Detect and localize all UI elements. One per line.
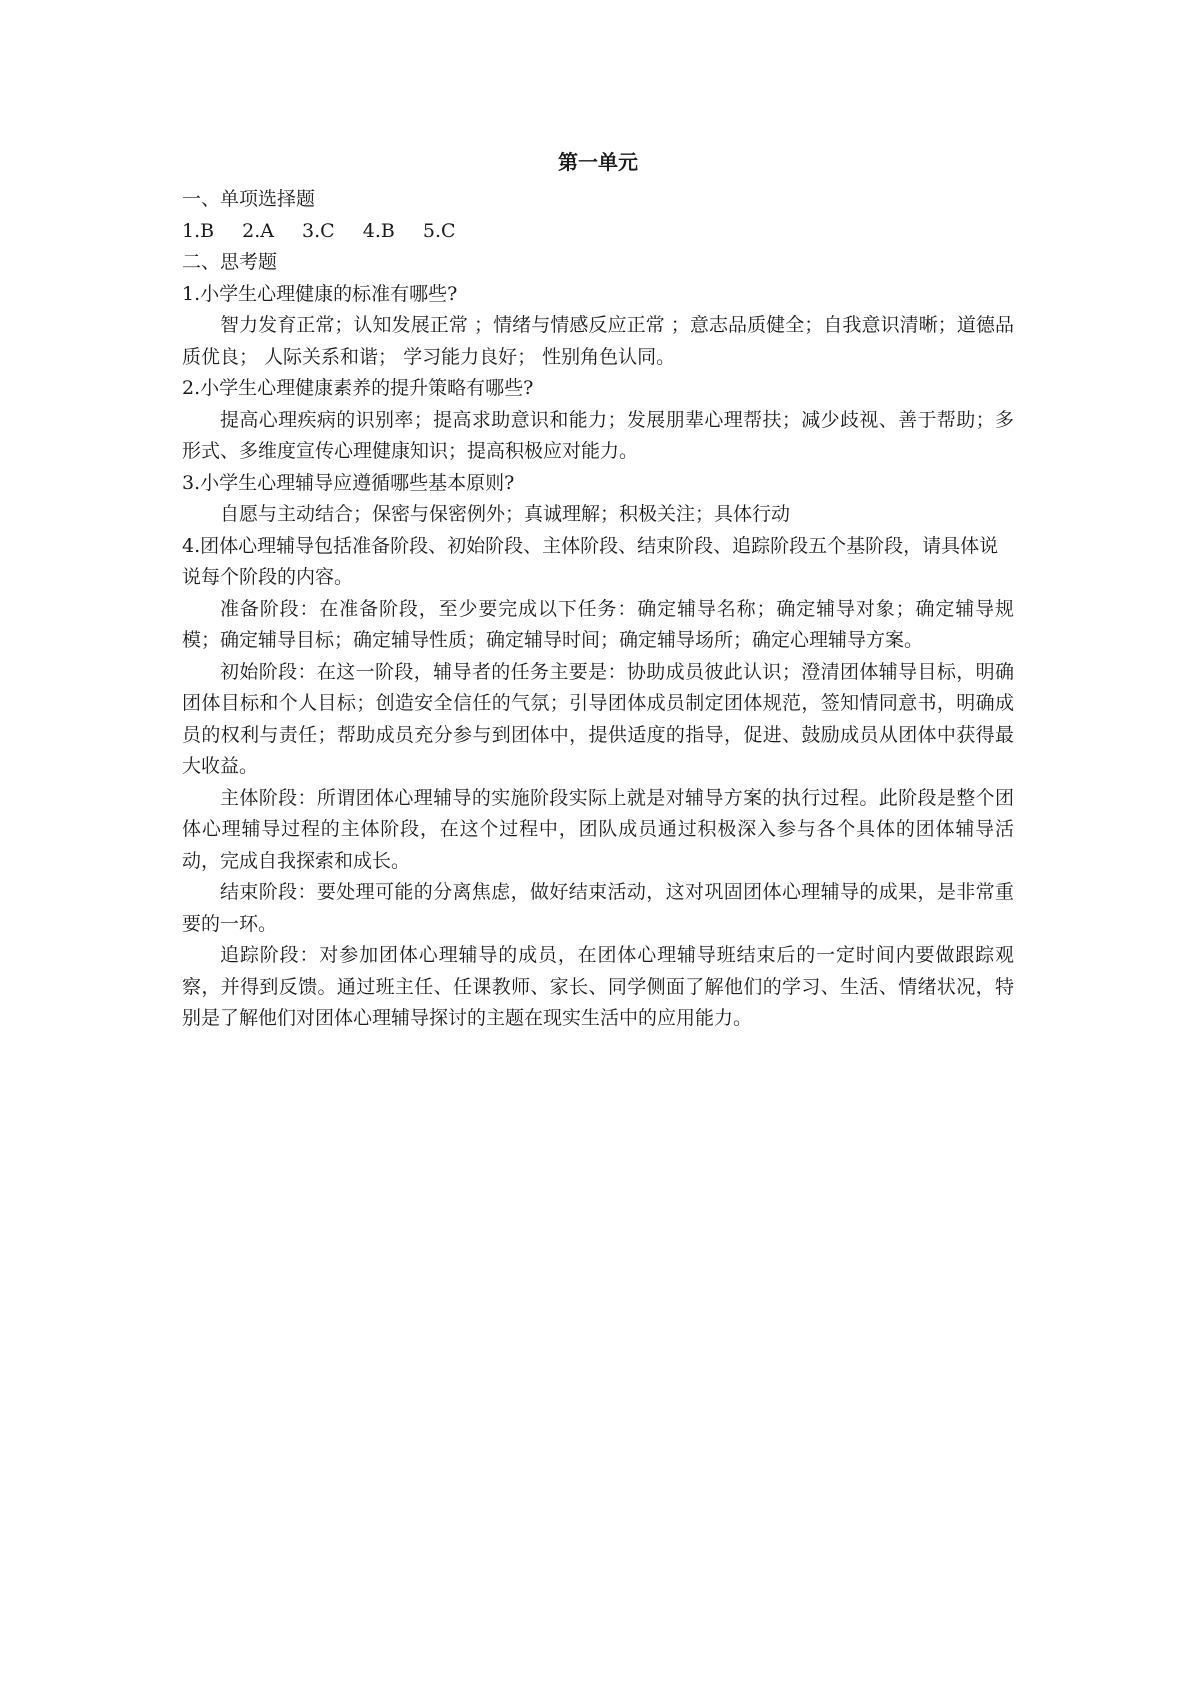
question-4: 4.团体心理辅导包括准备阶段、初始阶段、主体阶段、结束阶段、追踪阶段五个基阶段，请具体说说每个阶段的内容。 bbox=[182, 534, 999, 588]
document-page bbox=[182, 140, 1014, 1035]
answer-2: 提高心理疾病的识别率；提高求助意识和能力；发展朋辈心理帮扶；减少歧视、善于帮助；多形式、多维度宣传心理健康知识；提高积极应对能力。 bbox=[182, 408, 1014, 462]
answer-item: 4.B bbox=[362, 219, 395, 242]
answer-4-main-stage: 主体阶段：所谓团体心理辅导的实施阶段实际上就是对辅导方案的执行过程。此阶段是整个团体心理辅导过程的主体阶段，在这个过程中，团队成员通过积极深入参与各个具体的团体辅导活动，完成自我探索和成长。 bbox=[182, 786, 1014, 872]
answer-key bbox=[182, 216, 1014, 248]
section-heading-single-choice: 一、单项选择题 bbox=[182, 188, 316, 210]
answer-1: 智力发育正常；认知发展正常 ；情绪与情感反应正常 ；意志品质健全；自我意识清晰；道德品质优良； 人际关系和谐； 学习能力良好； 性别角色认同。 bbox=[182, 314, 1014, 368]
answer-item: 5.C bbox=[422, 219, 456, 242]
page-title: 第一单元 bbox=[558, 150, 638, 174]
answer-3: 自愿与主动结合；保密与保密例外；真诚理解；积极关注；具体行动 bbox=[220, 503, 791, 525]
question-3: 3.小学生心理辅导应遵循哪些基本原则? bbox=[182, 471, 515, 494]
question-1: 1.小学生心理健康的标准有哪些? bbox=[182, 282, 458, 305]
answer-item: 3.C bbox=[302, 219, 335, 242]
answer-4-initial-stage: 初始阶段：在这一阶段，辅导者的任务主要是：协助成员彼此认识；澄清团体辅导目标，明确团体目标和个人目标；创造安全信任的气氛；引导团体成员制定团体规范，签知情同意书，明确成员的权利与责任；帮助成员充分参与到团体中，提供适度的指导，促进、鼓励成员从团体中获得最大收益。 bbox=[182, 660, 1014, 777]
answer-item: 1.B bbox=[182, 219, 215, 242]
question-2: 2.小学生心理健康素养的提升策略有哪些? bbox=[182, 377, 534, 399]
answer-4-ending-stage: 结束阶段：要处理可能的分离焦虑，做好结束活动，这对巩固团体心理辅导的成果，是非常重要的一环。 bbox=[182, 881, 1014, 935]
answer-item: 2.A bbox=[242, 219, 274, 242]
answer-4-follow-up-stage: 追踪阶段：对参加团体心理辅导的成员，在团体心理辅导班结束后的一定时间内要做跟踪观察，并得到反馈。通过班主任、任课教师、家长、同学侧面了解他们的学习、生活、情绪状况，特别是了解他们对团体心理辅导探讨的主题在现实生活中的应用能力。 bbox=[182, 944, 1014, 1029]
section-heading-thinking: 二、思考题 bbox=[182, 251, 278, 273]
answer-4-preparation-stage: 准备阶段：在准备阶段，至少要完成以下任务：确定辅导名称；确定辅导对象；确定辅导规模；确定辅导目标；确定辅导性质；确定辅导时间；确定辅导场所；确定心理辅导方案。 bbox=[182, 597, 1014, 651]
